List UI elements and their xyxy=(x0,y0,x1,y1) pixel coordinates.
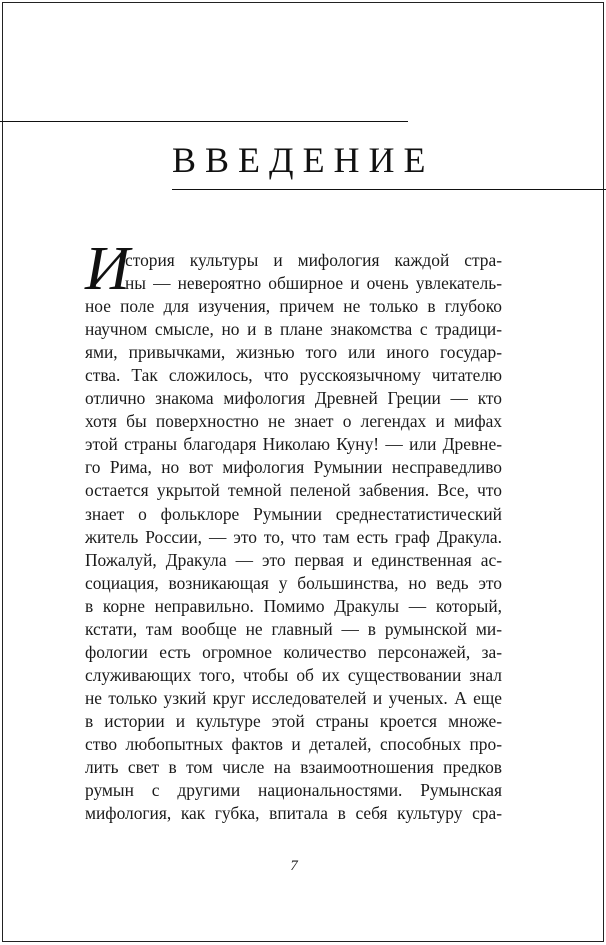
text-line: ство любопытных фактов и деталей, способных про- xyxy=(85,733,502,754)
drop-cap: И xyxy=(85,235,130,303)
text-line: стория культуры и мифология каждой стра- xyxy=(125,250,502,270)
text-line: не только узкий круг исследователей и ученых. А еще xyxy=(85,687,502,708)
text-line: ны — невероятно обширное и очень увлекатель- xyxy=(125,273,502,294)
text-line: знает о фольклоре Румынии среднестатистический xyxy=(85,503,502,524)
bottom-rule xyxy=(172,189,606,190)
text-line: научном смысле, но и в плане знакомства с традици- xyxy=(85,319,502,340)
text-line: мифология, как губка, впитала в себя культуру сра- xyxy=(85,803,502,824)
text-line: фологии есть огромное количество персонажей, за- xyxy=(85,641,502,662)
text-line: ями, привычками, жизнью того или иного государ- xyxy=(85,342,502,363)
text-line: отлично знакома мифология Древней Греции — кто xyxy=(85,388,502,409)
text-line: кстати, там вообще не главный — в румынской ми- xyxy=(85,618,502,639)
text-line: житель России, — это то, что там есть граф Дракула. xyxy=(85,526,502,547)
page-number: 7 xyxy=(290,858,298,874)
text-line: ства. Так сложилось, что русскоязычному читателю xyxy=(85,365,502,386)
text-line: хотя бы поверхностно не знает о легендах и мифах xyxy=(85,411,502,432)
body-text xyxy=(85,249,502,825)
chapter-title: ВВЕДЕНИЕ xyxy=(172,140,435,180)
text-line: служивающих того, чтобы об их существовании знал xyxy=(85,664,502,685)
text-line: лить свет в том числе на взаимоотношения предков xyxy=(85,757,502,778)
top-rule xyxy=(0,121,408,122)
text-line: в корне неправильно. Помимо Дракулы — который, xyxy=(85,595,502,616)
text-line: этой страны благодаря Николаю Куну! — или Древне- xyxy=(85,434,502,455)
text-line: остается укрытой темной пеленой забвения. Все, что xyxy=(85,480,502,501)
text-line: румын с другими национальностями. Румынская xyxy=(85,780,502,801)
text-line: ное поле для изучения, причем не только в глубоко xyxy=(85,296,502,317)
text-line: социация, возникающая у большинства, но ведь это xyxy=(85,572,502,593)
text-line: Пожалуй, Дракула — это первая и единственная ас- xyxy=(85,549,502,570)
text-line: в истории и культуре этой страны кроется множе- xyxy=(85,710,502,731)
text-line: го Рима, но вот мифология Румынии несправедливо xyxy=(85,457,502,478)
